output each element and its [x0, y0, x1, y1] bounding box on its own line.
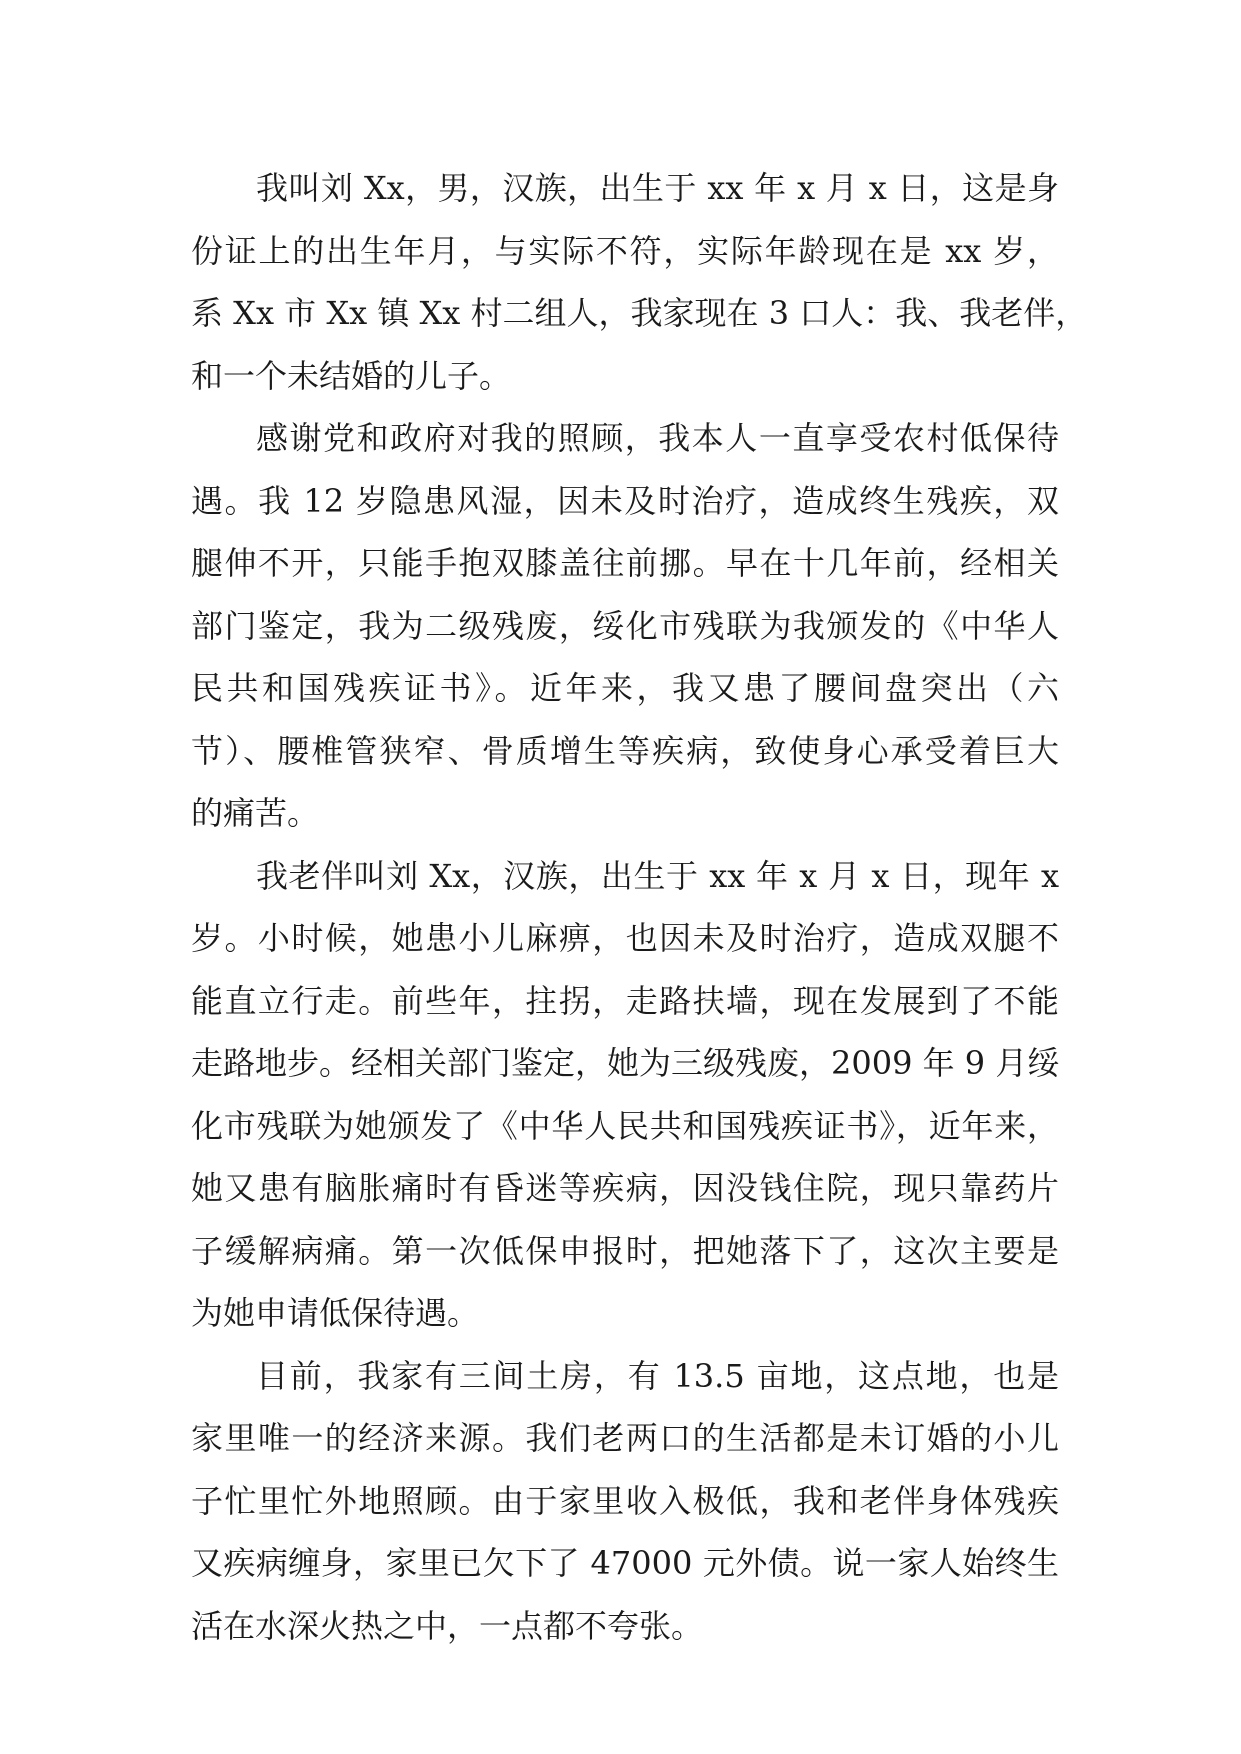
paragraph-1-line-3: 系 Xx 市 Xx 镇 Xx 村二组人，我家现在 3 口人：我、我老伴， — [191, 294, 1088, 332]
paragraph-2-line-6: 节）、腰椎管狭窄、骨质增生等疾病，致使身心承受着巨大 — [191, 731, 1059, 770]
paragraph-3-line-7: 子缓解病痛。第一次低保申报时，把她落下了，这次主要是 — [191, 1231, 1059, 1270]
paragraph-3-line-4: 走路地步。经相关部门鉴定，她为三级残废，2009 年 9 月绥 — [191, 1044, 1060, 1082]
paragraph-1-line-4: 和一个未结婚的儿子。 — [191, 356, 512, 395]
paragraph-3-line-6: 她又患有脑胀痛时有昏迷等疾病，因没钱住院，现只靠药片 — [191, 1169, 1059, 1207]
paragraph-1-line-1: 我叫刘 Xx，男，汉族，出生于 xx 年 x 月 x 日，这是身 — [256, 169, 1059, 207]
paragraph-4-line-1: 目前，我家有三间土房，有 13.5 亩地，这点地，也是 — [256, 1356, 1059, 1395]
paragraph-3-line-5: 化市残联为她颁发了《中华人民共和国残疾证书》，近年来， — [191, 1106, 1059, 1145]
paragraph-2-line-1: 感谢党和政府对我的照顾，我本人一直享受农村低保待 — [256, 419, 1059, 457]
paragraph-4-line-2: 家里唯一的经济来源。我们老两口的生活都是未订婚的小儿 — [191, 1419, 1059, 1457]
paragraph-3-line-1: 我老伴叫刘 Xx，汉族，出生于 xx 年 x 月 x 日，现年 x — [256, 856, 1059, 895]
paragraph-4-line-3: 子忙里忙外地照顾。由于家里收入极低，我和老伴身体残疾 — [191, 1481, 1059, 1520]
paragraph-4-line-5: 活在水深火热之中，一点都不夸张。 — [191, 1606, 704, 1645]
paragraph-2-line-5: 民共和国残疾证书》。近年来，我又患了腰间盘突出（六 — [191, 669, 1059, 707]
paragraph-3-line-3: 能直立行走。前些年，拄拐，走路扶墙，现在发展到了不能 — [191, 981, 1059, 1020]
paragraph-3-line-2: 岁。小时候，她患小儿麻痹，也因未及时治疗，造成双腿不 — [191, 919, 1059, 957]
paragraph-1-line-2: 份证上的出生年月，与实际不符，实际年龄现在是 xx 岁， — [191, 231, 1059, 270]
paragraph-3-line-8: 为她申请低保待遇。 — [191, 1294, 480, 1332]
paragraph-2-line-4: 部门鉴定，我为二级残废，绥化市残联为我颁发的《中华人 — [191, 606, 1059, 645]
paragraph-2-line-7: 的痛苦。 — [191, 794, 320, 832]
paragraph-2-line-3: 腿伸不开，只能手抱双膝盖往前挪。早在十几年前，经相关 — [191, 544, 1059, 582]
paragraph-4-line-4: 又疾病缠身，家里已欠下了 47000 元外债。说一家人始终生 — [191, 1544, 1059, 1582]
paragraph-2-line-2: 遇。我 12 岁隐患风湿，因未及时治疗，造成终生残疾，双 — [191, 481, 1059, 520]
document-body — [191, 157, 1088, 1657]
